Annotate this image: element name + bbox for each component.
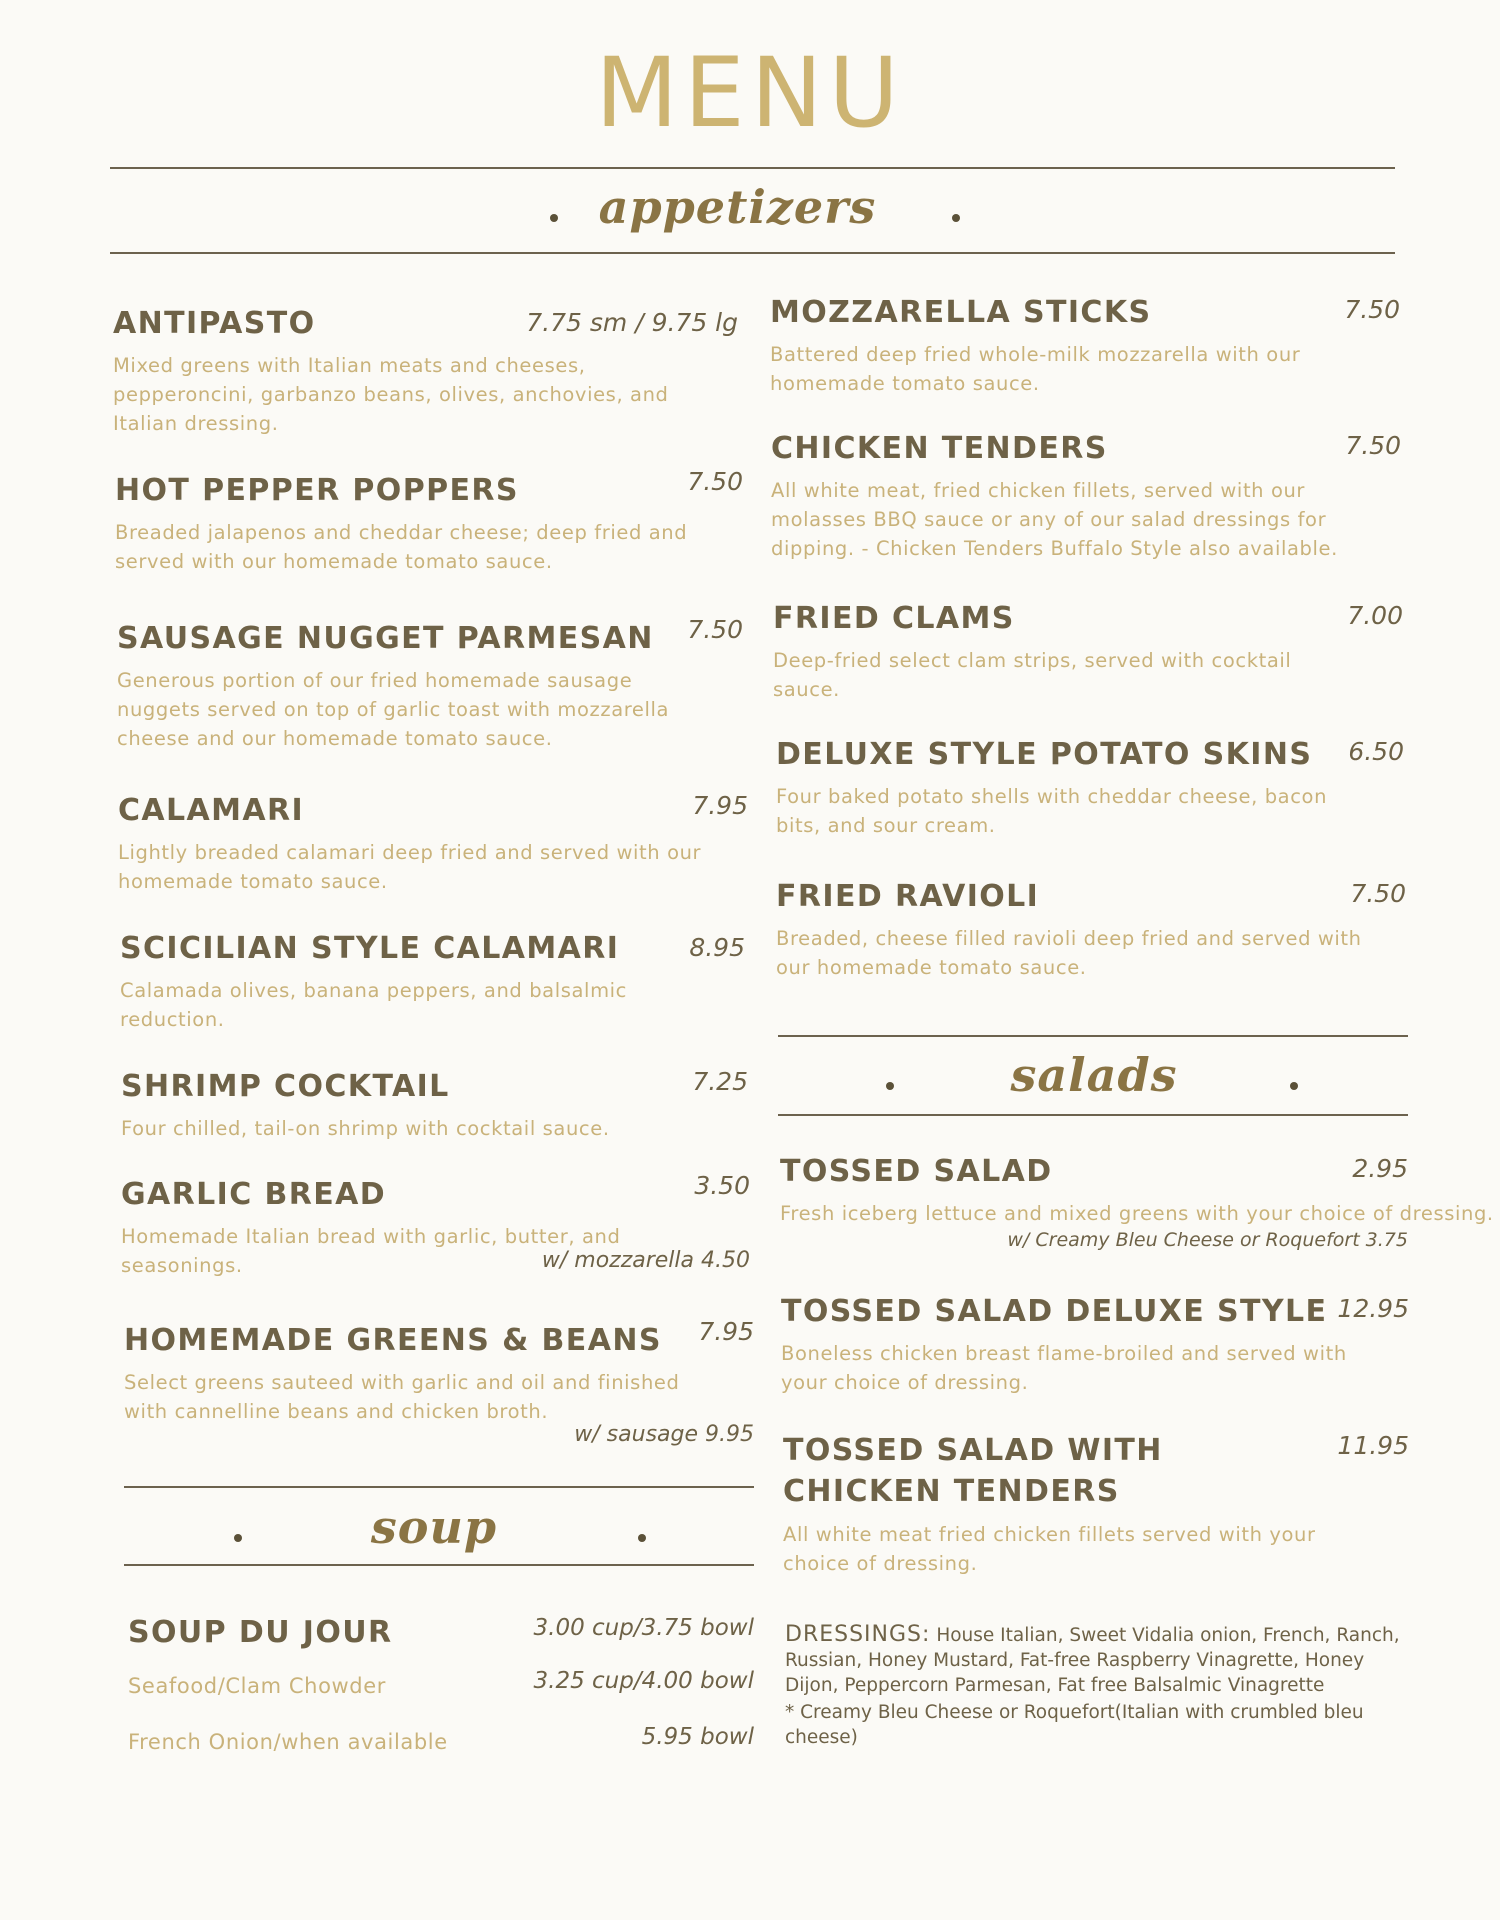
item-description: Fresh iceberg lettuce and mixed greens with your choice of dressing. — [780, 1202, 1494, 1225]
soup-row-label: Seafood/Clam Chowder — [128, 1674, 386, 1698]
item-price: 3.00 cup/3.75 bowl — [533, 1615, 754, 1641]
divider — [110, 252, 1395, 254]
item-price: 7.00 — [1347, 601, 1403, 630]
item-description: Four chilled, tail-on shrimp with cocktail sauce. — [121, 1117, 610, 1140]
item-price: 6.50 — [1348, 737, 1404, 766]
dressings-note: * Creamy Bleu Cheese or Roquefort(Italian with crumbled bleu cheese) — [785, 1702, 1364, 1748]
salads-banner — [778, 1040, 1408, 1136]
divider — [110, 167, 1395, 169]
item-price: 7.50 — [1345, 431, 1401, 460]
item-description: All white meat fried chicken fillets served with your choice of dressing. — [783, 1523, 1316, 1575]
item-description: Breaded jalapenos and cheddar cheese; deep fried and served with our homemade tomato sauce. — [115, 521, 688, 573]
item-price: 7.95 — [692, 791, 748, 820]
item-name: HOMEMADE GREENS & BEANS — [124, 1323, 662, 1358]
item-price: 7.50 — [1344, 295, 1400, 324]
item-description: Deep-fried select clam strips, served with cocktail sauce. — [773, 649, 1292, 701]
item-extra-price: w/ mozzarella 4.50 — [541, 1248, 750, 1273]
menu-item — [783, 1430, 1409, 1578]
item-name: GARLIC BREAD — [121, 1177, 387, 1212]
divider — [124, 1486, 754, 1488]
soup-row-price: 3.25 cup/4.00 bowl — [533, 1668, 754, 1694]
bullet-dot-icon — [952, 214, 960, 222]
item-name: SOUP DU JOUR — [128, 1615, 393, 1650]
item-name: ANTIPASTO — [113, 306, 316, 341]
item-name: MOZZARELLA STICKS — [770, 295, 1152, 330]
item-name: SAUSAGE NUGGET PARMESAN — [117, 621, 654, 656]
item-name: CALAMARI — [118, 793, 305, 828]
divider — [778, 1114, 1408, 1116]
menu-item — [120, 930, 745, 1034]
item-extra-price: w/ sausage 9.95 — [574, 1422, 754, 1447]
menu-item — [781, 1293, 1409, 1397]
item-name: FRIED CLAMS — [773, 601, 1015, 636]
menu-item — [124, 1317, 754, 1452]
menu-item — [115, 467, 743, 576]
item-price: 12.95 — [1337, 1294, 1409, 1323]
menu-item — [776, 878, 1406, 982]
item-price: 7.75 sm / 9.75 lg — [526, 308, 738, 337]
item-description: All white meat, fried chicken fillets, served with our molasses BBQ sauce or any of our salad dressings for dipping. - Chicken Tenders Buffalo Style also available. — [771, 479, 1338, 560]
item-name: FRIED RAVIOLI — [776, 879, 1040, 914]
divider — [124, 1564, 754, 1566]
item-name: TOSSED SALAD — [780, 1154, 1053, 1189]
item-price: 7.50 — [687, 467, 743, 496]
section-heading-soup: soup — [370, 1500, 498, 1554]
menu-item — [776, 736, 1404, 840]
item-description: Breaded, cheese filled ravioli deep fried and served with our homemade tomato sauce. — [776, 927, 1362, 979]
menu-item — [770, 294, 1400, 398]
item-description: Mixed greens with Italian meats and cheeses, pepperoncini, garbanzo beans, olives, anchovies, and Italian dressing. — [113, 354, 669, 435]
item-extra-price: w/ Creamy Bleu Cheese or Roquefort 3.75 — [1007, 1229, 1408, 1251]
soup-row-price: 5.95 bowl — [641, 1724, 754, 1750]
bullet-dot-icon — [638, 1534, 646, 1542]
dressings-list: House Italian, Sweet Vidalia onion, French, Ranch, Russian, Honey Mustard, Fat-free Raspberry Vinagrette, Honey Dijon, Peppercorn Parmesan, Fat free Balsalmic Vinagrette — [785, 1625, 1400, 1696]
item-name: SHRIMP COCKTAIL — [121, 1069, 450, 1104]
item-price: 2.95 — [1352, 1154, 1408, 1183]
menu-title: MENU — [595, 37, 905, 149]
menu-item — [771, 430, 1401, 563]
item-name: HOT PEPPER POPPERS — [115, 473, 519, 508]
menu-item — [118, 792, 748, 896]
item-price: 8.95 — [689, 933, 745, 962]
soup-item — [128, 1614, 754, 1652]
soup-row — [128, 1724, 754, 1754]
item-price: 7.95 — [698, 1317, 754, 1346]
item-name: TOSSED SALAD DELUXE STYLE — [781, 1294, 1328, 1329]
soup-row — [128, 1668, 754, 1698]
section-heading-salads: salads — [1010, 1048, 1178, 1102]
bullet-dot-icon — [1290, 1082, 1298, 1090]
item-description: Lightly breaded calamari deep fried and served with our homemade tomato sauce. — [118, 841, 702, 893]
item-price: 7.50 — [687, 615, 743, 644]
item-name: TOSSED SALAD WITH CHICKEN TENDERS — [783, 1433, 1163, 1509]
item-description: Four baked potato shells with cheddar cheese, bacon bits, and sour cream. — [776, 785, 1328, 837]
dressings-label: DRESSINGS: — [785, 1622, 931, 1647]
item-name: DELUXE STYLE POTATO SKINS — [776, 737, 1313, 772]
item-description: Generous portion of our fried homemade sausage nuggets served on top of garlic toast with mozzarella cheese and our homemade tomato sauce. — [117, 669, 670, 750]
menu-item — [773, 600, 1403, 704]
item-price: 3.50 — [694, 1171, 750, 1200]
item-price: 7.50 — [1350, 879, 1406, 908]
menu-item — [780, 1153, 1494, 1263]
section-heading-appetizers: appetizers — [598, 180, 877, 234]
item-price: 11.95 — [1337, 1431, 1409, 1460]
dressings-block — [785, 1622, 1410, 1750]
item-description: Boneless chicken breast flame-broiled and served with your choice of dressing. — [781, 1342, 1347, 1394]
item-description: Select greens sauteed with garlic and oil and finished with cannelline beans and chicken broth. — [124, 1371, 680, 1423]
soup-banner — [124, 1492, 754, 1588]
menu-item — [117, 615, 743, 753]
menu-item — [121, 1171, 750, 1296]
soup-row-label: French Onion/when available — [128, 1730, 448, 1754]
item-price: 7.25 — [692, 1067, 748, 1096]
item-name: SCICILIAN STYLE CALAMARI — [120, 931, 620, 966]
divider — [778, 1035, 1408, 1037]
item-description: Homemade Italian bread with garlic, butter, and seasonings. — [121, 1225, 621, 1277]
menu-item — [113, 305, 738, 438]
item-description: Calamada olives, banana peppers, and balsalmic reduction. — [120, 979, 627, 1031]
menu-item — [121, 1068, 748, 1143]
item-name: CHICKEN TENDERS — [771, 431, 1108, 466]
item-description: Battered deep fried whole-milk mozzarella with our homemade tomato sauce. — [770, 343, 1301, 395]
